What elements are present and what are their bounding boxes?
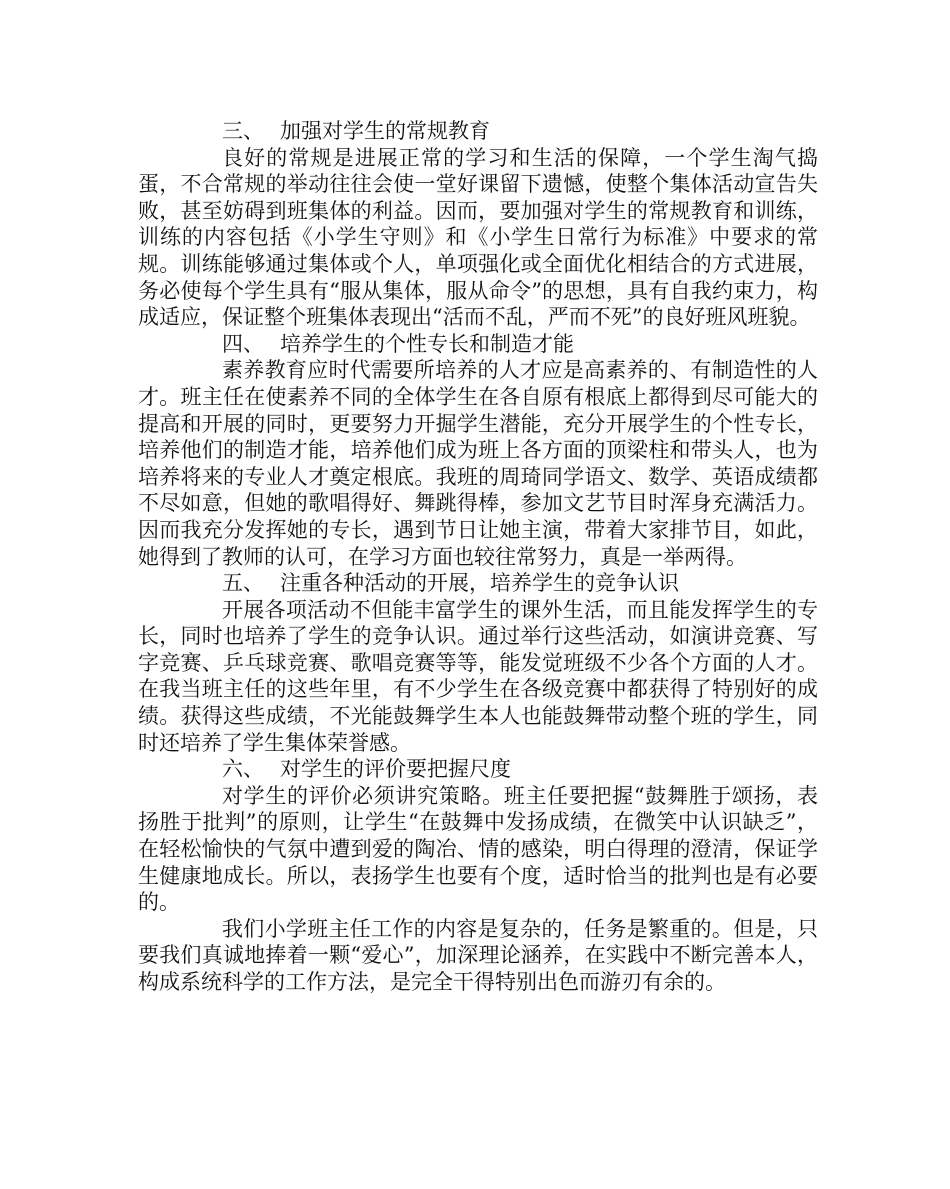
section-number: 四、	[222, 331, 264, 356]
section-number: 三、	[222, 119, 264, 143]
section-paragraph-6: 对学生的评价必须讲究策略。班主任要把握“鼓舞胜于颂扬，表扬胜于批判”的原则，让学生“在鼓舞中发扬成绩，在微笑中认识缺乏”，在轻松愉快的气氛中遭到爱的陶冶、情的感染，明白得理的澄清，保证学生健康地成长。所以，表扬学生也要有个度，适时恰当的批判也是有必要的。	[138, 783, 818, 915]
section-paragraph-3: 良好的常规是进展正常的学习和生活的保障，一个学生淘气捣蛋，不合常规的举动往往会使一堂好课留下遗憾，使整个集体活动宣告失败，甚至妨碍到班集体的利益。因而，要加强对学生的常规教育和训练，训练的内容包括《小学生守则》和《小学生日常行为标准》中要求的常规。训练能够通过集体或个人，单项强化或全面优化相结合的方式进展，务必使每个学生具有“服从集体，服从命令”的思想，具有自我约束力，构成适应，保证整个班集体表现出“活而不乱，严而不死”的良好班风班貌。	[138, 145, 818, 330]
section-heading-6	[138, 756, 818, 783]
document-page	[138, 118, 818, 996]
section-number: 六、	[222, 757, 264, 782]
section-title: 注重各种活动的开展，培养学生的竞争认识	[280, 571, 679, 596]
section-title: 培养学生的个性专长和制造才能	[280, 331, 574, 356]
section-title: 对学生的评价要把握尺度	[280, 757, 511, 782]
section-number: 五、	[222, 571, 264, 596]
section-paragraph-5: 开展各项活动不但能丰富学生的课外生活，而且能发挥学生的专长，同时也培养了学生的竞争认识。通过举行这些活动，如演讲竞赛、写字竞赛、乒乓球竞赛、歌唱竞赛等等，能发觉班级不少各个方面的人才。在我当班主任的这些年里，有不少学生在各级竞赛中都获得了特别好的成绩。获得这些成绩，不光能鼓舞学生本人也能鼓舞带动整个班的学生，同时还培养了学生集体荣誉感。	[138, 597, 818, 755]
section-paragraph-4: 素养教育应时代需要所培养的人才应是高素养的、有制造性的人才。班主任在使素养不同的全体学生在各自原有根底上都得到尽可能大的提高和开展的同时，更要努力开掘学生潜能，充分开展学生的个性专长，培养他们的制造才能，培养他们成为班上各方面的顶梁柱和带头人，也为培养将来的专业人才奠定根底。我班的周琦同学语文、数学、英语成绩都不尽如意，但她的歌唱得好、舞跳得棒，参加文艺节目时浑身充满活力。因而我充分发挥她的专长，遇到节日让她主演，带着大家排节目，如此，她得到了教师的认可，在学习方面也较往常努力，真是一举两得。	[138, 358, 818, 569]
conclusion-paragraph: 我们小学班主任工作的内容是复杂的，任务是繁重的。但是，只要我们真诚地捧着一颗“爱心”，加深理论涵养，在实践中不断完善本人，构成系统科学的工作方法，是完全干得特别出色而游刃有余的。	[138, 916, 818, 994]
section-heading-3	[138, 118, 818, 145]
section-heading-4	[138, 331, 818, 358]
section-heading-5	[138, 570, 818, 597]
section-title: 加强对学生的常规教育	[280, 119, 490, 143]
